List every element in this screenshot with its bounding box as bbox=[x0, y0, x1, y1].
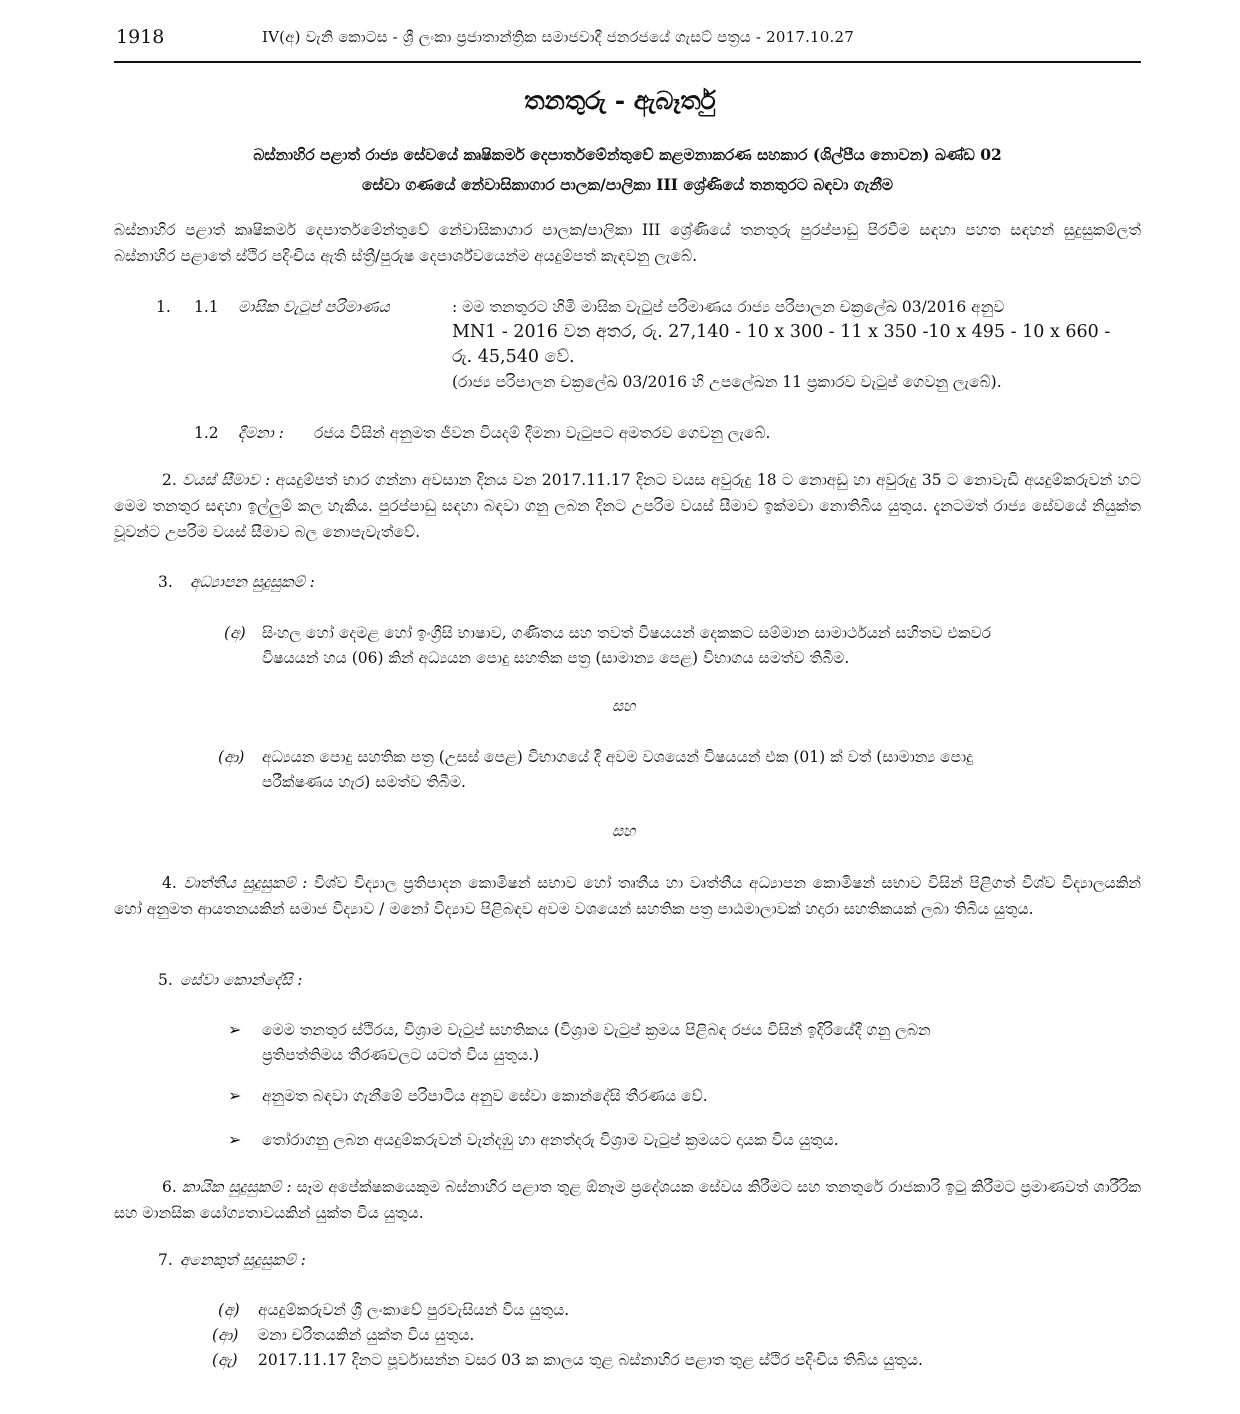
intro-paragraph: බස්නාහිර පළාත් කෘෂිකර්ම දෙපාර්තමේන්තුවේ නේවාසිකාගාර පාලක/පාලිකා III ශ්‍රේණියේ තනතුරු පුරප්පාඩු පිරවීම සඳහා පහත සඳහන් සුදුසුකම්ලත් බස්නාහිර පළාතේ ස්ථිර පදිංචිය ඇති ස්ත්‍රී/පුරුෂ දෙපාර්ශ්වයෙන්ම අයදුම්පත් කැඳවනු ලැබේ. bbox=[114, 221, 1141, 265]
other-qualifications-label: අනෙකුත් සුදුසුකම් : bbox=[180, 1251, 306, 1269]
item-aa-marker: (ආ) bbox=[212, 1326, 239, 1344]
section-4-number: 4. bbox=[162, 874, 177, 892]
other-qualification-a: අයදුම්කරුවන් ශ්‍රී ලංකාවේ පුරවැසියන් විය යුතුය. bbox=[258, 1301, 570, 1319]
gazette-header-title: IV(අ) වැනි කොටස - ශ්‍රී ලංකා ප්‍රජාතාන්ත්‍රික සමාජවාදී ජනරජයේ ගැසට් පත්‍රය - 2017.10.27 bbox=[262, 28, 854, 46]
bullet-arrow-icon: ➢ bbox=[228, 1130, 242, 1149]
service-conditions-label: සේවා කොන්දේසි : bbox=[180, 971, 303, 989]
salary-scale-label: මාසික වැටුප් පරිමාණය bbox=[238, 298, 390, 316]
salary-scale-line-2: MN1 - 2016 වන අතර, රු. 27,140 - 10 x 300 - 11 x 350 -10 x 495 - 10 x 660 - bbox=[452, 322, 1111, 342]
section-6-number: 6. bbox=[162, 1178, 177, 1196]
notice-subtitle bbox=[114, 140, 1141, 200]
item-a-marker: (අ) bbox=[218, 1301, 240, 1319]
service-condition-1-line-2: ප්‍රතිපත්තිමය තීරණවලට යටත් විය යුතුය.) bbox=[262, 1046, 540, 1064]
physical-qualifications-label: කායික සුදුසුකම් : bbox=[181, 1178, 292, 1196]
section-3-number: 3. bbox=[158, 573, 173, 591]
page-heading: තනතුරු - ඇබෑර්තු bbox=[524, 86, 716, 115]
section-1-2-number: 1.2 bbox=[194, 424, 219, 442]
section-7-number: 7. bbox=[158, 1251, 173, 1269]
bullet-arrow-icon: ➢ bbox=[228, 1020, 242, 1039]
item-aa-marker: (ආ) bbox=[218, 748, 245, 766]
conjunction-and-2: සහ bbox=[612, 822, 636, 840]
service-condition-2: අනුමත බඳවා ගැනීමේ පරිපාටිය අනුව සේවා කොන්දේසි තීරණය වේ. bbox=[262, 1087, 708, 1105]
professional-qualifications-label: වෘත්තීය සුදුසුකම් : bbox=[183, 874, 308, 892]
conjunction-and-1: සහ bbox=[612, 697, 636, 715]
salary-scale-line-3: රු. 45,540 වේ. bbox=[452, 347, 575, 367]
bullet-arrow-icon: ➢ bbox=[228, 1086, 242, 1105]
age-limit-label: වයස් සීමාව : bbox=[182, 471, 271, 489]
section-5-number: 5. bbox=[158, 971, 173, 989]
allowance-label: දීමනා : bbox=[238, 424, 284, 442]
age-limit-text: අයදුම්පත් භාර ගන්නා අවසාන දිනය වන 2017.11.17 දිනට වයස අවුරුදු 18 ට නොඅඩු හා අවුරුදු 35 ට නොවැඩි අයදුම්කරුවන් හට මෙම තනතුර සඳහා ඉල්ලුම් කල හැකිය. පුරප්පාඩු සඳහා බඳවා ගනු ලබන දිනට උපරිම වයස් සීමාව ඉක්මවා නොතිබිය යුතුය. දැනටමත් රාජ්‍ය සේවයේ නියුක්ත වූවන්ට උපරිම වයස් සීමාව බල නොපැවැත්වේ. bbox=[114, 471, 1141, 541]
physical-qualifications-text: සෑම අපේක්ෂකයෙකුම බස්නාහිර පළාත තුළ ඕනෑම ප්‍රදේශයක සේවය කිරීමට සහ තනතුරේ රාජකාරි ඉටු කිරීමට ප්‍රමාණවත් ශාරීරික සහ මානසික යෝග්‍යතාවයකින් යුක්ත විය යුතුය. bbox=[114, 1178, 1141, 1222]
education-qualifications-label: අධ්‍යාපන සුදුසුකම් : bbox=[190, 573, 315, 591]
service-condition-1-line-1: මෙම තනතුර ස්ථිරය, විශ්‍රාම වැටුප් සහතිකය (විශ්‍රාම වැටුප් ක්‍රමය පිළිබඳ රජය විසින් ඉදිරියේදී ගනු ලබන bbox=[262, 1021, 931, 1039]
page-number: 1918 bbox=[116, 26, 165, 48]
section-1-1-number: 1.1 bbox=[194, 298, 219, 316]
item-ae-marker: (ඇ) bbox=[212, 1351, 238, 1369]
section-1-number: 1. bbox=[156, 298, 171, 316]
education-b-line-2: පරීක්ෂණය හැර) සමත්ව තිබීම. bbox=[262, 773, 466, 791]
header-rule bbox=[114, 61, 1141, 63]
service-condition-3: තෝරාගනු ලබන අයදුම්කරුවන් වැන්දඹු හා අනත්දරු විශ්‍රාම වැටුප් ක්‍රමයට දායක විය යුතුය. bbox=[262, 1131, 839, 1149]
professional-qualifications-paragraph bbox=[114, 870, 1141, 922]
allowance-text: රජය විසින් අනුමත ජීවන වියදම් දීමනා වැටුපට අමතරව ගෙවනු ලැබේ. bbox=[314, 424, 771, 442]
other-qualification-c: 2017.11.17 දිනට පූර්වාසන්න වසර 03 ක කාලය තුළ බස්නාහිර පළාත තුළ ස්ථිර පදිංචිය තිබිය යුතුය. bbox=[258, 1351, 923, 1369]
item-a-marker: (අ) bbox=[224, 624, 246, 642]
section-2-number: 2. bbox=[162, 471, 177, 489]
age-limit-paragraph bbox=[114, 467, 1141, 545]
education-a-line-2: විෂයයන් හය (06) කින් අධ්‍යයන පොදු සහතික පත්‍ර (සාමාන්‍ය පෙළ) විභාගය සමත්ව තිබීම. bbox=[262, 649, 850, 667]
subtitle-line-1: බස්නාහිර පළාත් රාජ්‍ය සේවයේ කෘෂිකර්ම දෙපාර්තමේන්තුවේ කළමනාකරණ සහකාර (ශිල්පීය නොවන) ඛණ්ඩ 02 bbox=[253, 145, 1002, 164]
professional-qualifications-text: විශ්ව විද්‍යාල ප්‍රතිපාදන කොමිෂන් සභාව හෝ තෘතීය හා වෘත්තීය අධ්‍යාපන කොමිෂන් සභාව විසින් පිළිගත් විශ්ව විද්‍යාලයකින් හෝ අනුමත ආයතනයකින් සමාජ විද්‍යාව / මනෝ විද්‍යාව පිළිබඳව අවම වශයෙන් සහතික පත්‍ර පාඨමාලාවක් හදාරා සහතිකයක් ලබා තිබිය යුතුය. bbox=[114, 874, 1141, 918]
education-a-line-1: සිංහල හෝ දෙමළ හෝ ඉංග්‍රීසි භාෂාව, ගණිතය සහ තවත් විෂයයන් දෙකකට සම්මාන සාමාර්ථයන් සහිතව එකවර bbox=[262, 624, 992, 642]
physical-qualifications-paragraph bbox=[114, 1174, 1141, 1226]
education-b-line-1: අධ්‍යයන පොදු සහතික පත්‍ර (උසස් පෙළ) විභාගයේ දී අවම වශයෙන් විෂයයන් එක (01) ක් වත් (සාමාන්‍ය පොදු bbox=[262, 748, 974, 766]
other-qualification-b: මනා චරිතයකින් යුක්ත විය යුතුය. bbox=[258, 1326, 475, 1344]
salary-scale-line-1: : මම තනතුරට හිමි මාසික වැටුප් පරිමාණය රාජ්‍ය පරිපාලන චක්‍රලේඛ 03/2016 අනුව bbox=[452, 298, 1005, 316]
subtitle-line-2: සේවා ගණයේ නේවාසිකාගාර පාලක/පාලිකා III ශ්‍රේණියේ තනතුරට බඳවා ගැනීම bbox=[362, 175, 893, 194]
salary-scale-line-4: (රාජ්‍ය පරිපාලන චක්‍රලේඛ 03/2016 හි උපලේඛන 11 ප්‍රකාරව වැටුප් ගෙවනු ලැබේ). bbox=[452, 373, 1002, 391]
